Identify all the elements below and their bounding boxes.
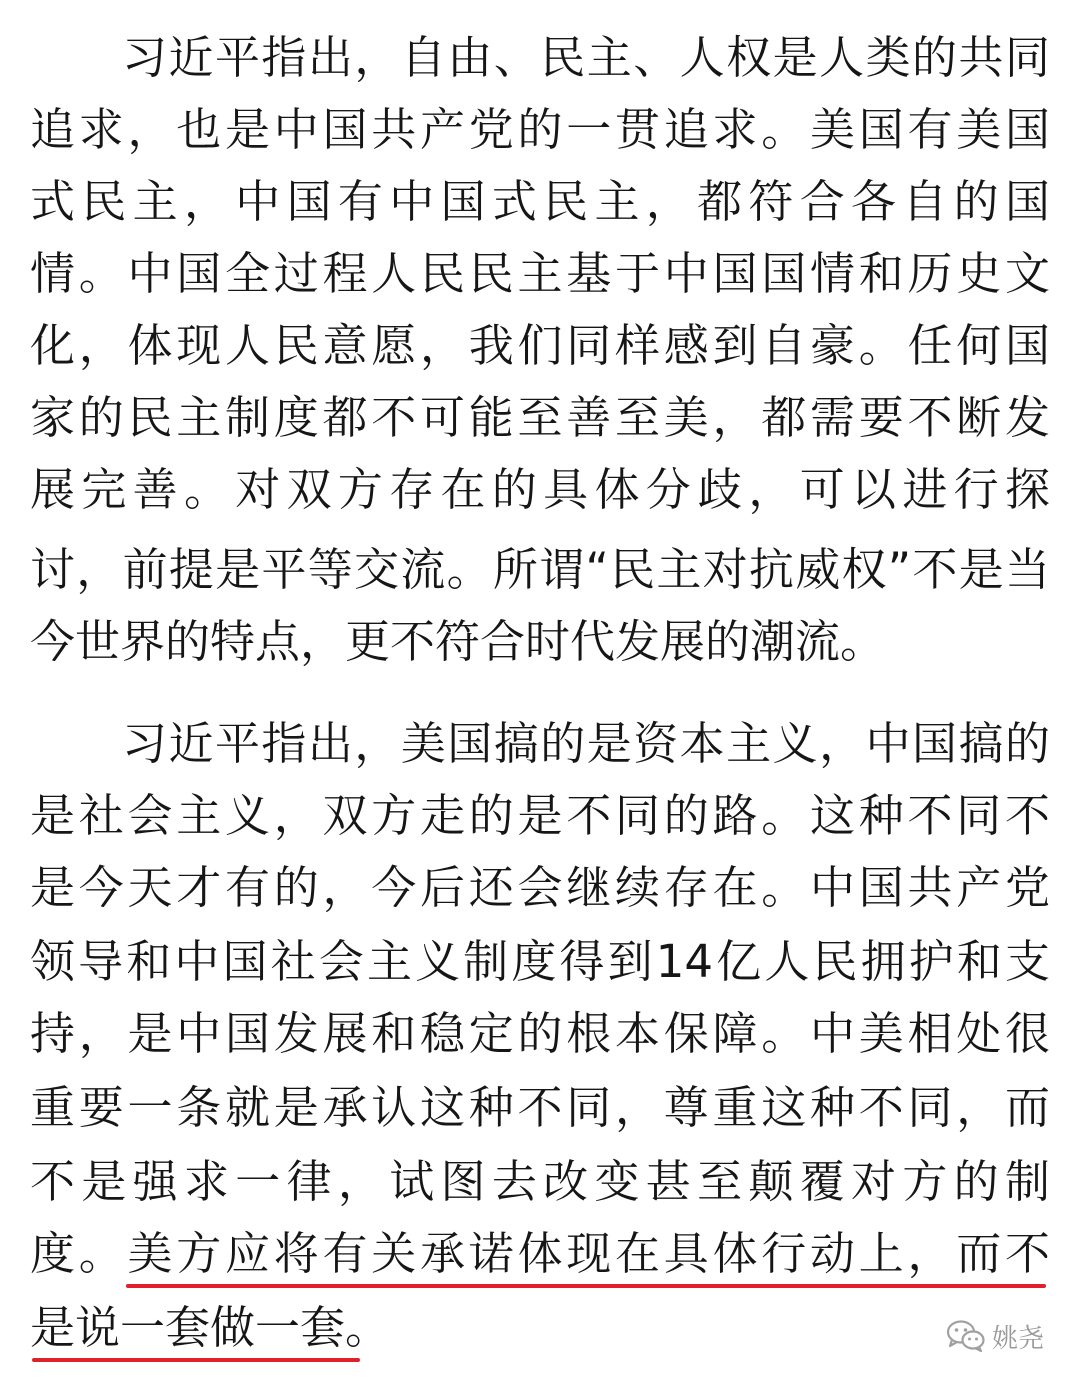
paragraph-2-line-9: 是说一套做一套。 (30, 1301, 391, 1354)
paragraph-1-line-2: 追求，也是中国共产党的一贯追求。美国有美国 (30, 103, 1050, 156)
paragraph-1-line-8: 讨，前提是平等交流。所谓“民主对抗威权”不是当 (30, 543, 1050, 596)
paragraph-1-line-7: 展完善。对双方存在的具体分歧，可以进行探 (30, 463, 1050, 516)
paragraph-1-line-9: 今世界的特点，更不符合时代发展的潮流。 (30, 615, 886, 668)
paragraph-1-line-1: 习近平指出，自由、民主、人权是人类的共同 (122, 31, 1050, 84)
paragraph-2-line-6: 重要一条就是承认这种不同，尊重这种不同，而 (30, 1081, 1050, 1134)
paragraph-2-line-7: 不是强求一律，试图去改变甚至颠覆对方的制 (30, 1155, 1050, 1208)
watermark-text: 姚尧 (991, 1323, 1044, 1354)
paragraph-1-line-4: 情。中国全过程人民民主基于中国国情和历史文 (30, 247, 1050, 300)
paragraph-2-line-5: 持，是中国发展和稳定的根本保障。中美相处很 (30, 1007, 1050, 1060)
highlight-underline-1 (126, 1284, 1046, 1288)
paragraph-2-line-2: 是社会主义，双方走的是不同的路。这种不同不 (30, 789, 1050, 842)
wechat-icon (946, 1319, 986, 1353)
paragraph-2-line-3: 是今天才有的，今后还会继续存在。中国共产党 (30, 861, 1050, 914)
paragraph-1-line-6: 家的民主制度都不可能至善至美，都需要不断发 (30, 391, 1050, 444)
paragraph-1-line-3: 式民主，中国有中国式民主，都符合各自的国 (30, 175, 1050, 228)
watermark (946, 1316, 1044, 1356)
highlight-underline-2 (32, 1358, 360, 1362)
paragraph-1-line-5: 化，体现人民意愿，我们同样感到自豪。任何国 (30, 319, 1050, 372)
paragraph-2-line-8: 度。美方应将有关承诺体现在具体行动上，而不 (30, 1227, 1050, 1280)
paragraph-2-line-1: 习近平指出，美国搞的是资本主义，中国搞的 (122, 717, 1050, 770)
paragraph-2-line-4: 领导和中国社会主义制度得到14亿人民拥护和支 (30, 935, 1050, 988)
